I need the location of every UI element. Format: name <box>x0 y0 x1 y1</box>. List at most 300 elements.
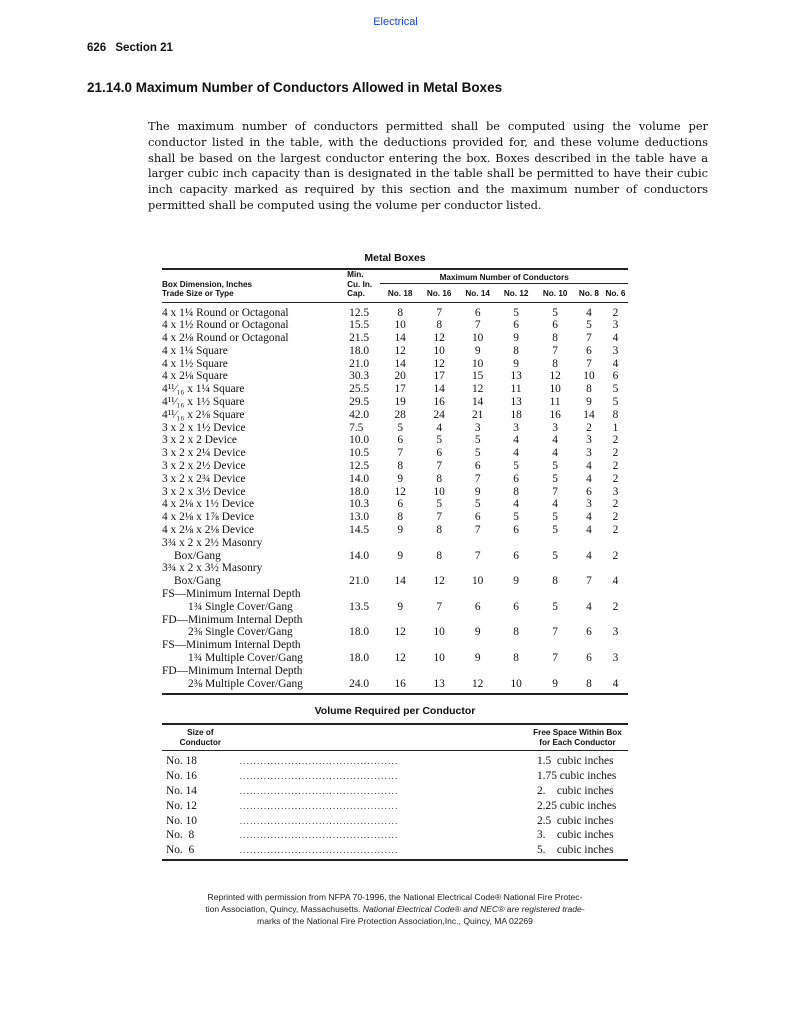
free-space-cell: 2.5 cubic inches <box>536 814 614 827</box>
conductor-count-cell: 6 <box>474 511 481 524</box>
box-label-line2: Box/Gang <box>174 549 221 562</box>
conductor-count-cell: 12 <box>394 485 406 498</box>
conductor-count-cell: 11 <box>510 383 522 396</box>
conductor-count-cell: 4 <box>513 498 519 511</box>
conductor-count-cell: 8 <box>552 332 558 345</box>
conductor-size-cell: No. 8 <box>166 829 195 842</box>
conductor-size-cell: No. 12 <box>166 799 198 812</box>
conductor-count-cell: 9 <box>586 396 592 409</box>
conductor-count-cell: 16 <box>394 677 406 690</box>
conductor-col-header: No. 14 <box>465 289 490 298</box>
capacity-cell: 7.5 <box>349 421 364 434</box>
conductor-count-cell: 5 <box>552 524 558 537</box>
conductor-count-cell: 2 <box>612 434 619 447</box>
volume-table <box>162 725 628 859</box>
conductor-count-cell: 5 <box>397 421 404 434</box>
conductor-count-cell: 9 <box>397 472 404 485</box>
conductor-col-header: No. 16 <box>426 289 452 298</box>
conductor-count-cell: 12 <box>433 575 445 588</box>
table-row <box>162 370 628 383</box>
conductor-count-cell: 13 <box>510 396 522 409</box>
page-number: 626 <box>87 42 107 54</box>
table-row-label-line <box>162 639 628 652</box>
conductor-count-cell: 4 <box>436 421 443 434</box>
conductor-count-cell: 7 <box>474 549 481 562</box>
capacity-cell: 18.0 <box>349 344 370 357</box>
table-row <box>162 601 628 614</box>
table-row <box>162 678 628 691</box>
conductor-count-cell: 7 <box>436 306 443 319</box>
conductor-count-cell: 5 <box>474 434 481 447</box>
capacity-cell: 21.0 <box>349 575 370 588</box>
table-row <box>162 409 628 422</box>
conductor-count-cell: 5 <box>586 319 592 332</box>
conductor-count-cell: 7 <box>552 485 558 498</box>
conductor-count-cell: 8 <box>436 549 443 562</box>
conductor-count-cell: 14 <box>583 408 595 421</box>
conductor-count-cell: 10 <box>433 485 445 498</box>
conductor-col-header: No. 8 <box>578 289 599 298</box>
conductor-count-cell: 5 <box>552 306 558 319</box>
table-row-label-line <box>162 614 628 627</box>
box-label-line1: FD—Minimum Internal Depth <box>162 613 303 626</box>
table-row <box>162 769 628 784</box>
size-header: Size of Conductor <box>179 728 222 747</box>
table-row <box>162 383 628 396</box>
conductor-count-cell: 6 <box>586 485 592 498</box>
conductor-count-cell: 10 <box>433 652 445 665</box>
volume-title: Volume Required per Conductor <box>314 705 476 718</box>
table-row <box>162 319 628 332</box>
table-row <box>162 575 628 588</box>
conductor-count-cell: 17 <box>394 383 406 396</box>
section-title: 21.14.0 Maximum Number of Conductors Allowed in Metal Boxes <box>87 80 503 95</box>
box-label-cell: 4¹¹⁄₁₆ x 1¼ Square <box>162 383 245 396</box>
conductor-count-cell: 28 <box>394 408 406 421</box>
box-label-line1: FS—Minimum Internal Depth <box>162 588 301 601</box>
box-dimension-header: Box Dimension, Inches Trade Size or Type <box>162 279 253 298</box>
box-label-cell: 4¹¹⁄₁₆ x 1½ Square <box>162 396 245 409</box>
capacity-cell: 14.0 <box>349 472 370 485</box>
conductor-count-cell: 20 <box>394 370 406 383</box>
conductor-count-cell: 6 <box>586 626 592 639</box>
conductor-count-cell: 3 <box>586 498 592 511</box>
conductor-count-cell: 5 <box>612 396 619 409</box>
conductor-count-cell: 6 <box>513 524 519 537</box>
conductor-count-cell: 2 <box>612 524 619 537</box>
box-label-line1: FS—Minimum Internal Depth <box>162 639 301 652</box>
conductor-count-cell: 14 <box>471 396 484 409</box>
table-row <box>162 473 628 486</box>
conductor-count-cell: 2 <box>612 460 619 473</box>
section-label: Section 21 <box>115 42 173 54</box>
conductor-count-cell: 11 <box>549 396 561 409</box>
capacity-cell: 10.5 <box>349 447 370 460</box>
conductor-count-cell: 4 <box>513 434 519 447</box>
conductor-count-cell: 7 <box>586 575 592 588</box>
conductor-count-cell: 8 <box>586 383 592 396</box>
dot-leader: .............................................. <box>239 815 399 826</box>
capacity-cell: 18.0 <box>349 652 370 665</box>
conductor-count-cell: 7 <box>586 332 592 345</box>
conductor-count-cell: 9 <box>397 600 404 613</box>
conductor-count-cell: 2 <box>612 498 619 511</box>
conductor-count-cell: 9 <box>474 626 481 639</box>
conductor-count-cell: 6 <box>474 460 481 473</box>
conductor-count-cell: 7 <box>474 319 481 332</box>
conductor-count-cell: 4 <box>612 677 619 690</box>
box-label-line2: 1¾ Multiple Cover/Gang <box>188 652 303 665</box>
conductor-count-cell: 6 <box>397 498 404 511</box>
table-row <box>162 460 628 473</box>
box-label-cell: 4¹¹⁄₁₆ x 2⅛ Square <box>162 408 245 421</box>
capacity-cell: 10.0 <box>349 434 370 447</box>
conductor-count-cell: 4 <box>612 575 619 588</box>
conductor-col-header: No. 18 <box>387 289 413 298</box>
conductor-count-cell: 10 <box>471 357 484 370</box>
box-label-cell: 3 x 2 x 3½ Device <box>162 485 246 498</box>
conductor-count-cell: 6 <box>513 600 519 613</box>
conductor-count-cell: 12 <box>549 370 561 383</box>
conductor-size-cell: No. 10 <box>166 814 198 827</box>
conductor-count-cell: 2 <box>612 511 619 524</box>
conductor-count-cell: 3 <box>612 344 619 357</box>
conductor-count-cell: 3 <box>513 421 519 434</box>
metal-boxes-table <box>162 270 628 690</box>
conductor-count-cell: 9 <box>474 652 481 665</box>
conductor-col-header: No. 10 <box>542 289 568 298</box>
conductor-count-cell: 7 <box>552 344 558 357</box>
conductor-count-cell: 4 <box>552 447 558 460</box>
conductor-size-cell: No. 18 <box>166 755 198 768</box>
conductor-count-cell: 14 <box>394 332 406 345</box>
table-row <box>162 524 628 537</box>
conductor-col-header: No. 12 <box>503 289 529 298</box>
conductor-count-cell: 8 <box>612 408 619 421</box>
conductor-count-cell: 6 <box>397 434 404 447</box>
capacity-cell: 15.5 <box>349 319 370 332</box>
conductor-count-cell: 6 <box>474 306 481 319</box>
conductor-count-cell: 2 <box>586 421 592 434</box>
table-row <box>162 358 628 371</box>
conductor-count-cell: 10 <box>433 626 445 639</box>
conductor-count-cell: 9 <box>397 549 404 562</box>
capacity-cell: 30.3 <box>349 370 370 383</box>
conductor-count-cell: 4 <box>586 460 592 473</box>
conductor-count-cell: 4 <box>612 332 619 345</box>
capacity-cell: 21.0 <box>349 357 370 370</box>
conductor-count-cell: 24 <box>433 408 445 421</box>
conductor-count-cell: 7 <box>474 472 481 485</box>
max-conductors-header: Maximum Number of Conductors <box>380 270 628 284</box>
dot-leader: .............................................. <box>239 771 399 782</box>
conductor-count-cell: 12 <box>471 677 484 690</box>
box-label-line1: FD—Minimum Internal Depth <box>162 664 303 677</box>
box-label-cell: 4 x 1½ Round or Octagonal <box>162 319 289 332</box>
metal-boxes-title: Metal Boxes <box>364 252 426 264</box>
dot-leader: .............................................. <box>239 845 399 856</box>
conductor-count-cell: 1 <box>612 421 619 434</box>
electrical-link[interactable]: Electrical <box>373 16 418 28</box>
box-label-cell: 4 x 1½ Square <box>162 357 228 370</box>
conductor-count-cell: 10 <box>471 575 484 588</box>
conductor-count-cell: 9 <box>474 485 481 498</box>
conductor-count-cell: 6 <box>513 549 519 562</box>
free-space-cell: 1.5 cubic inches <box>536 755 614 768</box>
dot-leader: .............................................. <box>239 786 399 796</box>
volume-body <box>162 751 628 859</box>
table-row-label-line <box>162 665 628 678</box>
conductor-count-cell: 4 <box>586 472 592 485</box>
table-row-label-line <box>162 537 628 550</box>
free-space-cell: 2. cubic inches <box>536 785 614 797</box>
conductor-count-cell: 6 <box>513 319 519 332</box>
capacity-cell: 13.5 <box>349 600 370 613</box>
conductor-count-cell: 8 <box>513 652 519 665</box>
conductor-size-cell: No. 14 <box>166 785 198 797</box>
table-row <box>162 422 628 435</box>
conductor-count-cell: 6 <box>513 472 519 485</box>
conductor-count-cell: 6 <box>612 370 619 383</box>
box-label-cell: 4 x 2⅛ x 1⅞ Device <box>162 511 255 524</box>
free-space-cell: 5. cubic inches <box>536 844 614 857</box>
conductor-count-cell: 8 <box>513 626 519 639</box>
conductor-count-cell: 5 <box>513 511 519 524</box>
conductor-count-cell: 12 <box>471 383 484 396</box>
conductor-count-cell: 8 <box>397 306 404 319</box>
table-row <box>162 550 628 563</box>
capacity-cell: 42.0 <box>349 408 370 421</box>
conductor-count-cell: 5 <box>474 498 481 511</box>
table-row <box>162 345 628 358</box>
conductor-count-cell: 3 <box>612 319 619 332</box>
box-label-cell: 4 x 1¼ Round or Octagonal <box>162 306 289 319</box>
capacity-cell: 13.0 <box>349 511 370 524</box>
box-label-cell: 3 x 2 x 2½ Device <box>162 460 246 473</box>
dot-leader: .............................................. <box>239 830 399 841</box>
table-row <box>162 799 628 814</box>
conductor-count-cell: 9 <box>513 332 519 345</box>
box-label-line1: 3¾ x 2 x 2½ Masonry <box>162 536 263 549</box>
conductor-count-cell: 16 <box>433 396 445 409</box>
conductor-count-cell: 7 <box>586 357 592 370</box>
conductor-count-cell: 4 <box>513 447 519 460</box>
capacity-cell: 14.5 <box>349 524 370 537</box>
box-label-cell: 4 x 2⅛ Square <box>162 370 228 383</box>
capacity-cell: 14.0 <box>349 549 370 562</box>
conductor-count-cell: 8 <box>436 319 443 332</box>
conductor-count-cell: 3 <box>612 485 619 498</box>
conductor-count-cell: 7 <box>397 447 404 460</box>
metal-boxes-body <box>162 302 628 690</box>
conductor-count-cell: 12 <box>394 652 406 665</box>
table-row <box>162 652 628 665</box>
box-label-cell: 4 x 2⅛ x 2⅛ Device <box>162 524 255 537</box>
conductor-count-cell: 14 <box>394 575 406 588</box>
conductor-count-cell: 7 <box>552 626 558 639</box>
conductor-count-cell: 2 <box>612 472 619 485</box>
table-row <box>162 784 628 799</box>
conductor-count-cell: 3 <box>586 434 592 447</box>
conductor-count-cell: 3 <box>612 652 619 665</box>
conductor-count-cell: 13 <box>433 677 445 690</box>
capacity-header: Min. Cu. In. Cap. <box>347 270 373 298</box>
conductor-size-cell: No. 16 <box>166 770 198 783</box>
conductor-count-cell: 4 <box>586 549 592 562</box>
box-label-cell: 3 x 2 x 2 Device <box>162 434 237 447</box>
conductor-count-cell: 2 <box>612 600 619 613</box>
dot-leader: .............................................. <box>239 800 399 811</box>
conductor-count-cell: 10 <box>549 383 561 396</box>
table-row <box>162 751 628 769</box>
table-row <box>162 434 628 447</box>
conductor-count-cell: 5 <box>552 460 558 473</box>
conductor-count-cell: 4 <box>586 600 592 613</box>
conductor-count-cell: 9 <box>513 575 519 588</box>
conductor-count-cell: 3 <box>552 421 558 434</box>
conductor-count-cell: 17 <box>433 370 445 383</box>
conductor-count-cell: 12 <box>433 357 445 370</box>
conductor-count-cell: 9 <box>552 677 558 690</box>
box-label-line2: Box/Gang <box>174 575 221 588</box>
conductor-count-cell: 8 <box>552 357 558 370</box>
free-space-cell: 2.25 cubic inches <box>536 799 617 812</box>
box-label-cell: 3 x 2 x 2¾ Device <box>162 472 246 485</box>
conductor-count-cell: 6 <box>586 344 592 357</box>
conductor-count-cell: 8 <box>397 511 404 524</box>
capacity-cell: 25.5 <box>349 383 370 396</box>
conductor-count-cell: 6 <box>586 652 592 665</box>
conductor-count-cell: 18 <box>510 408 522 421</box>
dot-leader: .............................................. <box>239 756 399 767</box>
conductor-count-cell: 8 <box>397 460 404 473</box>
conductor-count-cell: 4 <box>586 511 592 524</box>
box-label-cell: 3 x 2 x 2¼ Device <box>162 447 246 460</box>
conductor-count-cell: 4 <box>586 524 592 537</box>
conductor-count-cell: 3 <box>474 421 481 434</box>
box-label-cell: 4 x 1¼ Square <box>162 344 228 357</box>
box-label-line2: 1¾ Single Cover/Gang <box>188 600 293 613</box>
conductor-count-cell: 5 <box>513 306 519 319</box>
conductor-count-cell: 5 <box>436 434 443 447</box>
capacity-cell: 21.5 <box>349 332 370 345</box>
table-row <box>162 396 628 409</box>
table-row <box>162 486 628 499</box>
capacity-cell: 18.0 <box>349 485 370 498</box>
conductor-count-cell: 4 <box>612 357 619 370</box>
capacity-cell: 18.0 <box>349 626 370 639</box>
conductor-count-cell: 4 <box>586 306 592 319</box>
conductor-count-cell: 5 <box>552 600 558 613</box>
conductor-count-cell: 2 <box>612 447 619 460</box>
conductor-count-cell: 5 <box>552 549 558 562</box>
capacity-cell: 12.5 <box>349 460 370 473</box>
free-space-header: Free Space Within Box for Each Conductor <box>533 728 622 747</box>
conductor-count-cell: 6 <box>474 600 481 613</box>
conductor-count-cell: 12 <box>394 626 406 639</box>
conductor-count-cell: 5 <box>513 460 519 473</box>
conductor-count-cell: 8 <box>513 485 519 498</box>
conductor-count-cell: 19 <box>394 396 406 409</box>
table-row <box>162 302 628 319</box>
reprint-credit: Reprinted with permission from NFPA 70-1996, the National Electrical Code® National Fire Protec- tion Association, Quincy, Massachusetts. National Electrical Code® and NEC® are registered trade- marks of the National Fire Protection Association,Inc., Quincy, MA 02269 <box>205 892 585 926</box>
conductor-count-cell: 8 <box>513 344 519 357</box>
conductor-count-cell: 3 <box>612 626 619 639</box>
free-space-cell: 1.75 cubic inches <box>536 770 617 783</box>
conductor-count-cell: 2 <box>612 306 619 319</box>
volume-bottom-rule <box>162 859 628 861</box>
conductor-count-cell: 5 <box>474 447 481 460</box>
conductor-count-cell: 5 <box>552 511 558 524</box>
conductor-count-cell: 10 <box>510 677 522 690</box>
table-row <box>162 511 628 524</box>
conductor-count-cell: 5 <box>612 383 619 396</box>
table-row <box>162 332 628 345</box>
conductor-count-cell: 14 <box>433 383 445 396</box>
box-label-cell: 3 x 2 x 1½ Device <box>162 421 246 434</box>
conductor-count-cell: 8 <box>586 677 592 690</box>
capacity-cell: 10.3 <box>349 498 370 511</box>
table-row-label-line <box>162 588 628 601</box>
conductor-count-cell: 7 <box>436 600 443 613</box>
table-row <box>162 626 628 639</box>
conductor-count-cell: 14 <box>394 357 406 370</box>
conductor-count-cell: 12 <box>433 332 445 345</box>
capacity-cell: 24.0 <box>349 677 370 690</box>
conductor-count-cell: 7 <box>436 460 443 473</box>
conductor-count-cell: 3 <box>586 447 592 460</box>
conductor-count-cell: 7 <box>436 511 443 524</box>
conductor-count-cell: 2 <box>612 549 619 562</box>
box-label-line2: 2⅜ Multiple Cover/Gang <box>188 677 303 690</box>
table-row <box>162 447 628 460</box>
table-row-label-line <box>162 562 628 575</box>
capacity-cell: 12.5 <box>349 306 370 319</box>
conductor-count-cell: 5 <box>552 472 558 485</box>
table-row <box>162 843 628 859</box>
conductor-count-cell: 10 <box>433 344 445 357</box>
conductor-count-cell: 21 <box>471 408 484 421</box>
conductor-count-cell: 9 <box>397 524 404 537</box>
conductor-count-cell: 15 <box>471 370 484 383</box>
conductor-count-cell: 6 <box>436 447 443 460</box>
conductor-count-cell: 13 <box>510 370 522 383</box>
bottom-rule <box>162 693 628 695</box>
conductor-count-cell: 12 <box>394 344 406 357</box>
conductor-count-cell: 4 <box>552 498 558 511</box>
running-head <box>87 42 173 54</box>
conductor-count-cell: 8 <box>436 472 443 485</box>
intro-paragraph: The maximum number of conductors permitted shall be computed using the volume per conductor listed in the table, with the deductions provided for, and these volume deductions shall be based on the largest conductor entering the box. Boxes described in the table have a larger cubic inch capacity than is designated in the table shall be permitted to have their cubic inch capacity marked as required by this section and the maximum number of conductors permitted shall be computed using the volume per conductor listed. <box>148 119 708 212</box>
conductor-col-header: No. 6 <box>605 289 626 298</box>
box-label-line1: 3¾ x 2 x 3½ Masonry <box>162 562 263 575</box>
free-space-cell: 3. cubic inches <box>536 829 614 842</box>
conductor-count-cell: 9 <box>474 344 481 357</box>
conductor-count-cell: 7 <box>474 524 481 537</box>
conductor-size-cell: No. 6 <box>166 844 195 857</box>
conductor-count-cell: 10 <box>471 332 484 345</box>
capacity-cell: 29.5 <box>349 396 370 409</box>
conductor-count-cell: 10 <box>394 319 406 332</box>
conductor-count-cell: 4 <box>552 434 558 447</box>
conductor-count-cell: 6 <box>552 319 558 332</box>
box-label-line2: 2⅜ Single Cover/Gang <box>188 626 293 639</box>
conductor-count-cell: 8 <box>436 524 443 537</box>
box-label-cell: 4 x 2⅛ x 1½ Device <box>162 498 255 511</box>
conductor-count-cell: 5 <box>436 498 443 511</box>
table-row <box>162 498 628 511</box>
box-label-cell: 4 x 2⅛ Round or Octagonal <box>162 332 289 345</box>
